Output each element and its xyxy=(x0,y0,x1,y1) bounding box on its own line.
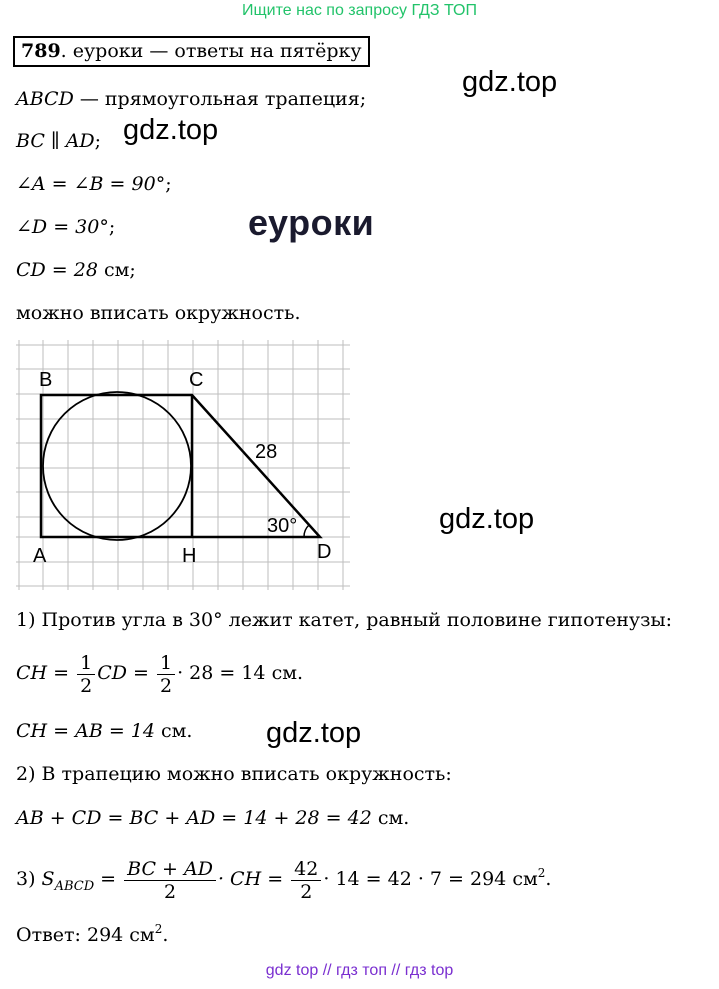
footer-links[interactable]: gdz top // гдз топ // гдз top xyxy=(265,962,454,979)
solution-step-1: 1) Против угла в 30° лежит катет, равный половине гипотенузы: xyxy=(16,609,673,631)
watermark: gdz.top xyxy=(123,114,219,146)
search-banner[interactable]: Ищите нас по запросу ГДЗ ТОП xyxy=(242,2,477,19)
given-line: BC ∥ AD; xyxy=(16,130,102,152)
task-number: 789 xyxy=(21,40,61,62)
given-line: ∠D = 30°; xyxy=(16,216,116,238)
given-line: можно вписать окружность. xyxy=(16,302,301,324)
task-title-text: . еуроки — ответы на пятёрку xyxy=(60,40,362,62)
solution-step-2: 2) В трапецию можно вписать окружность: xyxy=(16,763,452,785)
vertex-label-c: C xyxy=(189,369,204,391)
solution-sum-sides: AB + CD = BC + AD = 14 + 28 = 42 см. xyxy=(16,807,410,829)
given-line: ∠A = ∠B = 90°; xyxy=(16,173,172,195)
watermark: gdz.top xyxy=(266,717,362,749)
angle-label-d: 30° xyxy=(267,515,298,537)
watermark: gdz.top xyxy=(439,503,535,535)
vertex-label-a: A xyxy=(33,545,47,567)
side-label-cd: 28 xyxy=(255,441,278,463)
vertex-label-d: D xyxy=(317,541,332,563)
solution-ch-formula: CH = $\frac{1}{2}$ CD = $\frac{1}{2}$ · 28 = 14 см. xyxy=(16,651,304,697)
angle-arc xyxy=(304,525,309,537)
watermark: gdz.top xyxy=(462,66,558,98)
vertex-label-b: B xyxy=(39,369,53,391)
given-line: CD = 28 см; xyxy=(16,259,136,281)
given-line: ABCD — прямоугольная трапеция; xyxy=(16,88,367,110)
solution-ch-ab: CH = AB = 14 см. xyxy=(16,720,193,742)
task-title xyxy=(13,36,370,67)
inscribed-circle xyxy=(43,392,191,540)
brand-watermark: еуроки xyxy=(248,202,375,243)
trapezoid-figure xyxy=(16,340,350,590)
vertex-label-h: H xyxy=(182,545,197,567)
answer: Ответ: 294 $см^2$. xyxy=(16,922,169,946)
solution-area-formula: 3) $S_{ABCD}$ = $\frac{BC + AD}{2}$ · CH = $\frac{42}{2}$ · 14 = 42 · 7 = 294 $см^2$. xyxy=(16,857,552,903)
